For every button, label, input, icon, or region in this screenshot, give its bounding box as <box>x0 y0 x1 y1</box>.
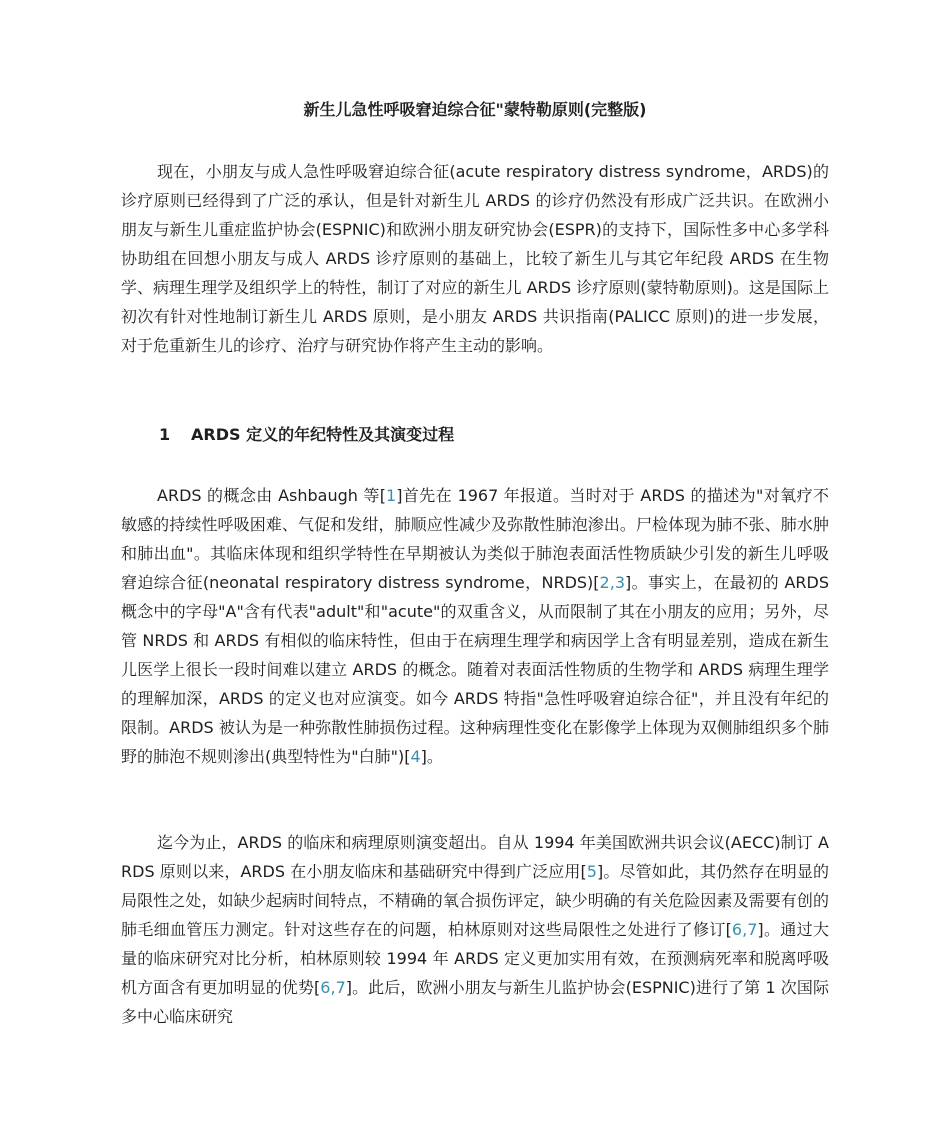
citation-separator: , <box>330 978 336 997</box>
section-heading-1 <box>159 423 829 447</box>
document-title: 新生儿急性呼吸窘迫综合征"蒙特勒原则(完整版) <box>303 100 647 119</box>
citation-link[interactable]: 4 <box>410 747 421 766</box>
citation-link[interactable]: 2 <box>599 573 610 592</box>
section-title: ARDS 定义的年纪特性及其演变过程 <box>191 425 455 444</box>
citation-link[interactable]: 1 <box>386 486 397 505</box>
citation-separator: , <box>609 573 615 592</box>
text-run: ARDS 的概念由 Ashbaugh 等[ <box>157 486 387 505</box>
paragraph-ards-history <box>121 481 829 771</box>
citation-link[interactable]: 3 <box>614 573 626 592</box>
paragraph-criteria-evolution <box>121 828 829 1031</box>
text-run: ]。 <box>420 747 443 766</box>
citation-link[interactable]: 5 <box>586 862 597 881</box>
citation-link[interactable]: 7 <box>335 978 346 997</box>
paragraph-intro: 现在，小朋友与成人急性呼吸窘迫综合征(acute respiratory distress syndrome，ARDS)的诊疗原则已经得到了广泛的承认，但是针对新生儿 ARDS 的诊疗仍然没有形成广泛共识。在欧洲小朋友与新生儿重症监护协会(ESPNIC)和欧洲小朋友研究协会(ESPR)的支持下，国际性多中心多学科协助组在回想小朋友与成人 ARDS 诊疗原则的基础上，比较了新生儿与其它年纪段 ARDS 在生物学、病理生理学及组织学上的特性，制订了对应的新生儿 ARDS 诊疗原则(蒙特勒原则)。这是国际上初次有针对性地制订新生儿 ARDS 原则，是小朋友 ARDS 共识指南(PALICC 原则)的进一步发展，对于危重新生儿的诊疗、治疗与研究协作将产生主动的影响。 <box>121 162 829 355</box>
citation-link[interactable]: 6 <box>731 920 743 939</box>
citation-separator: , <box>742 920 748 939</box>
text-run: ]。事实上，在最初的 ARDS 概念中的字母"A"含有代表"adult"和"acute"的双重含义，从而限制了其在小朋友的应用；另外，尽管 NRDS 和 ARDS 有相似的临床特性，但由于在病理生理学和病因学上含有明显差别，造成在新生儿医学上很长一段时间难以建立 ARDS 的概念。随着对表面活性物质的生物学和 ARDS 病理生理学的理解加深，ARDS 的定义也对应演变。如今 ARDS 特指"急性呼吸窘迫综合征"，并且没有年纪的限制。ARDS 被认为是一种弥散性肺损伤过程。这种病理性变化在影像学上体现为双侧肺组织多个肺野的肺泡不规则渗出(典型特性为"白肺")[ <box>121 573 829 766</box>
citation-link[interactable]: 6 <box>320 978 331 997</box>
text-run: ]。此后，欧洲小朋友与新生儿监护协会(ESPNIC)进行了第 1 次国际多中心临床研究 <box>121 978 829 1026</box>
text-run: 迄今为止，ARDS 的临床和病理原则演变超出。自从 1994 年美国欧洲共识会议(AECC)制订 ARDS 原则以来，ARDS 在小朋友临床和基础研究中得到广泛应用[ <box>121 833 829 881</box>
section-number: 1 <box>159 425 171 444</box>
text-run: ]。通过大量的临床研究对比分析，柏林原则较 1994 年 ARDS 定义更加实用有效，在预测病死率和脱离呼吸机方面含有更加明显的优势[ <box>121 920 829 997</box>
citation-link[interactable]: 7 <box>747 920 758 939</box>
text-run: ]首先在 1967 年报道。当时对于 ARDS 的描述为"对氧疗不敏感的持续性呼吸困难、气促和发绀，肺顺应性减少及弥散性肺泡渗出。尸检体现为肺不张、肺水肿和肺出血"。其临床体现和组织学特性在早期被认为类似于肺泡表面活性物质缺少引发的新生儿呼吸窘迫综合征(neonatal respiratory distress syndrome，NRDS)[ <box>121 486 829 592</box>
text-run: ]。尽管如此，其仍然存在明显的局限性之处，如缺少起病时间特点，不精确的氧合损伤评定，缺少明确的有关危险因素及需要有创的肺毛细血管压力测定。针对这些存在的问题，柏林原则对这些局限性之处进行了修订[ <box>121 862 829 939</box>
